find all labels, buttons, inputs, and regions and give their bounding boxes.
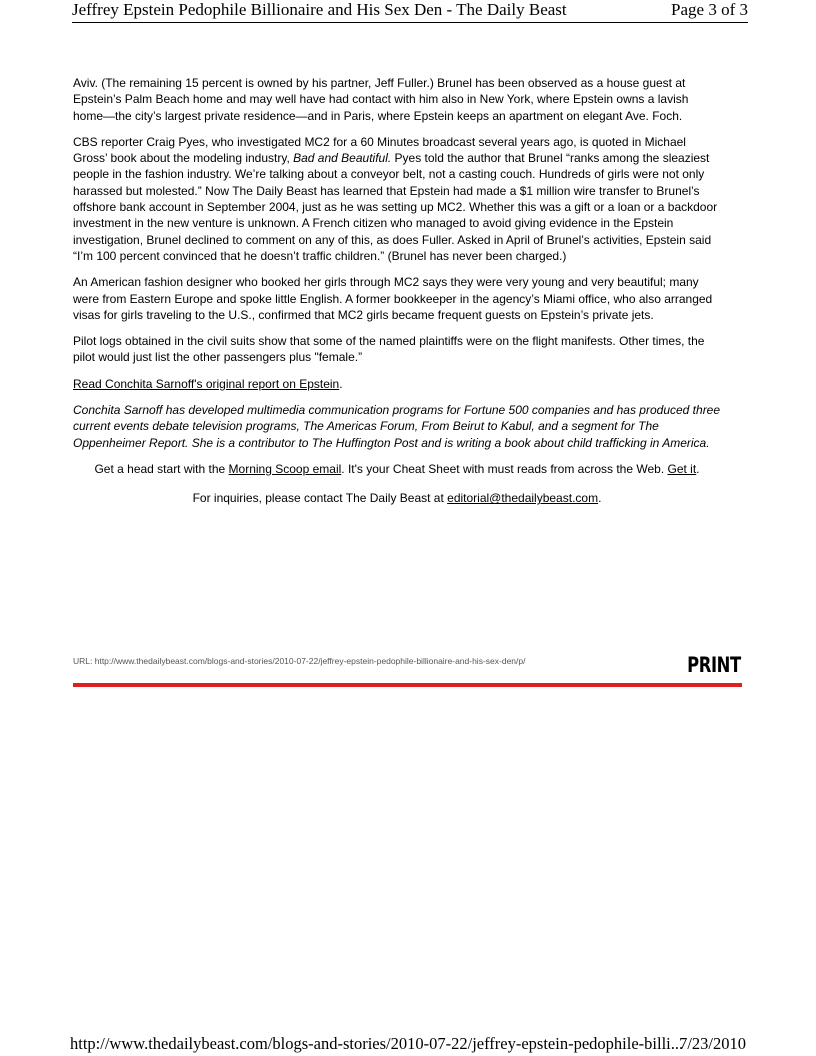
inquiries-period: . — [598, 491, 602, 506]
article-body — [73, 75, 721, 517]
paragraph-fashion-designer: An American fashion designer who booked her girls through MC2 says they were very young and very beautiful; many were from Eastern Europe and spoke little English. A former bookkeeper in the agency’s Miami office, who also arranged visas for girls traveling to the U.S., confirmed that MC2 girls became frequent guests on Epstein’s private jets. — [73, 275, 713, 322]
paragraph-text: CBS reporter Craig Pyes, who investigated MC2 for a 60 Minutes broadcast several years ago, is quoted in Michael Gross’ book about the modeling industry, — [73, 134, 686, 166]
inquiries-text: For inquiries, please contact The Daily Beast at — [192, 491, 448, 506]
print-url-bar — [73, 653, 742, 687]
paragraph-brunel-residences: Aviv. (The remaining 15 percent is owned by his partner, Jeff Fuller.) Brunel has been observed as a house guest at Epstein’s Palm Beach home and may well have had contact with him also in New York, where Epstein owns a lavish home—the city’s largest private residence—and in Paris, where Epstein keeps an apartment on elegant Ave. Foch. — [73, 76, 689, 123]
editorial-email-link[interactable]: editorial@thedailybeast.com — [447, 491, 599, 506]
paragraph-craig-pyes — [73, 134, 721, 264]
book-title: Bad and Beautiful. — [293, 151, 392, 166]
promo-period: . — [696, 461, 700, 476]
read-original-report — [73, 376, 721, 392]
promo-text: Get a head start with the — [94, 461, 229, 476]
print-header — [72, 0, 748, 23]
red-divider — [73, 683, 742, 687]
print-logo: PRINT — [687, 653, 741, 677]
paragraph-text: Pyes told the author that Brunel “ranks among the sleaziest people in the fashion industry. We’re talking about a conveyor belt, not a casting couch. Hundreds of girls were not only harassed but molested.” Now The Daily Beast has learned that Epstein had made a $1 million wire transfer to Brunel’s offshore bank account in September 2004, just as he was setting up MC2. Whether this was a gift or a loan or a backdoor investment in the new venture is unknown. A French citizen who managed to avoid giving evidence in the Epstein investigation, Brunel declined to comment on any of this, as does Fuller. Asked in April of Brunel’s activities, Epstein said “I’m 100 percent convinced that he doesn’t traffic children.” (Brunel has never been charged.) — [73, 151, 718, 263]
get-it-link[interactable]: Get it — [667, 461, 697, 476]
paragraph-pilot-logs: Pilot logs obtained in the civil suits show that some of the named plaintiffs were on the flight manifests. Other times, the pilot would just list the other passengers plus "female.” — [73, 334, 705, 365]
link-period: . — [339, 376, 343, 391]
inquiries-line — [73, 490, 721, 506]
article-url: URL: http://www.thedailybeast.com/blogs-and-stories/2010-07-22/jeffrey-epstein-pedophile-billionaire-and-his-sex-den/p/ — [73, 656, 526, 666]
print-footer — [70, 1034, 746, 1054]
document-title: Jeffrey Epstein Pedophile Billionaire and His Sex Den - The Daily Beast — [72, 0, 567, 19]
cheat-sheet-promo — [73, 461, 721, 477]
original-report-link[interactable]: Read Conchita Sarnoff's original report on Epstein — [73, 376, 340, 391]
author-bio: Conchita Sarnoff has developed multimedia communication programs for Fortune 500 companies and has produced three current events debate television programs, The Americas Forum, From Beirut to Kabul, and a segment for The Oppenheimer Report. She is a contributor to The Huffington Post and is writing a book about child trafficking in America. — [73, 403, 721, 450]
morning-scoop-link[interactable]: Morning Scoop email — [228, 461, 342, 476]
print-date: 7/23/2010 — [679, 1034, 746, 1053]
page-number: Page 3 of 3 — [671, 0, 748, 19]
footer-url: http://www.thedailybeast.com/blogs-and-stories/2010-07-22/jeffrey-epstein-pedophile-billi... — [70, 1034, 684, 1053]
promo-text: . It's your Cheat Sheet with must reads from across the Web. — [341, 461, 668, 476]
